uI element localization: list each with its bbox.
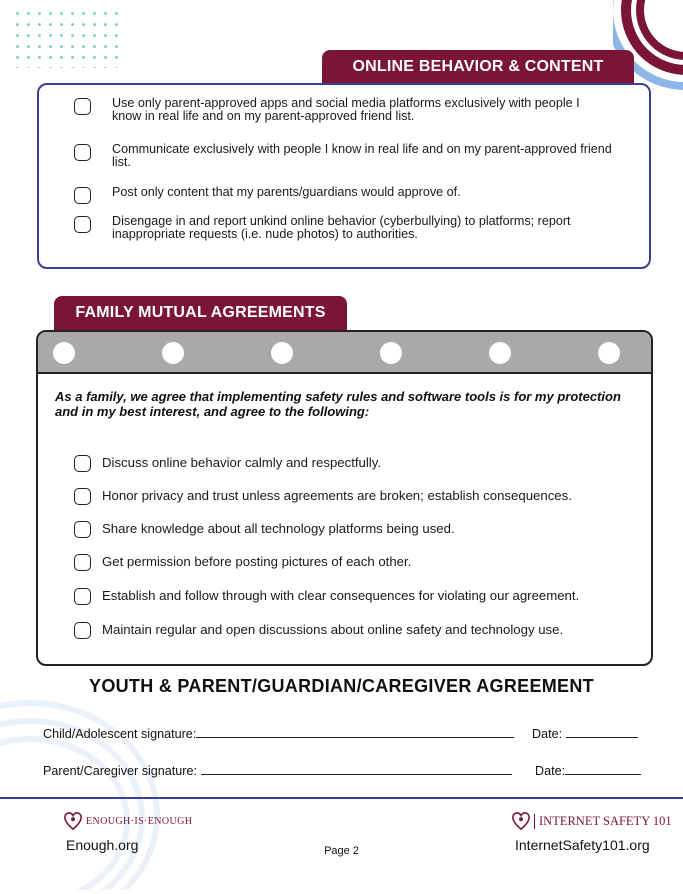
child-signature-row [43, 727, 514, 741]
heart-icon [512, 811, 530, 831]
online-behavior-checklist [37, 83, 651, 269]
list-item [74, 454, 381, 472]
checklist-item-text: Establish and follow through with clear consequences for violating our agreement. [102, 588, 580, 603]
internetsafety101-url[interactable]: InternetSafety101.org [515, 837, 650, 853]
checklist-item-text: Communicate exclusively with people I know in real life and on my parent-approved friend list. [112, 142, 612, 169]
parent-date-label: Date: [535, 764, 566, 778]
family-agreements-checklist [36, 330, 653, 666]
checkbox[interactable] [74, 187, 91, 204]
footer-divider [0, 797, 683, 799]
list-item [74, 143, 612, 168]
checkbox[interactable] [74, 521, 91, 538]
decorative-swoosh [0, 690, 180, 890]
checklist-item-text: Post only content that my parents/guardians would approve of. [112, 185, 461, 199]
family-agreement-intro: As a family, we agree that implementing safety rules and software tools is for my protection and in my best interest, and agree to the following: [55, 389, 621, 419]
parent-date-field[interactable] [565, 764, 641, 775]
binder-ring [162, 342, 184, 364]
checklist-item-text: Use only parent-approved apps and social media platforms exclusively with people I know in real life and on my parent-approved friend list. [112, 96, 580, 123]
enough-url[interactable]: Enough.org [66, 837, 139, 853]
binder-ring [380, 342, 402, 364]
checkbox[interactable] [74, 144, 91, 161]
heart-icon [64, 811, 82, 831]
list-item [74, 215, 612, 240]
child-date-field[interactable] [566, 727, 638, 738]
list-item [74, 186, 612, 204]
list-item [74, 587, 579, 605]
page-number: Page 2 [324, 845, 359, 857]
right-logo-text: INTERNET SAFETY 101 [534, 814, 672, 829]
list-item [74, 621, 563, 639]
list-item [74, 487, 572, 505]
child-date-label: Date: [532, 727, 563, 741]
child-signature-field[interactable] [196, 727, 514, 738]
parent-signature-field[interactable] [201, 764, 512, 775]
decorative-dot-grid [12, 8, 122, 68]
internet-safety-101-logo [512, 811, 672, 831]
checkbox[interactable] [74, 554, 91, 571]
binder-ring [53, 342, 75, 364]
parent-signature-row [43, 764, 512, 778]
checklist-item-text: Honor privacy and trust unless agreements are broken; establish consequences. [102, 488, 572, 503]
family-agreements-heading: FAMILY MUTUAL AGREEMENTS [54, 296, 347, 330]
online-behavior-heading: ONLINE BEHAVIOR & CONTENT [322, 50, 634, 83]
agreement-title: YOUTH & PARENT/GUARDIAN/CAREGIVER AGREEMENT [89, 676, 594, 696]
checkbox[interactable] [74, 455, 91, 472]
binder-ring [271, 342, 293, 364]
binder-strip [38, 332, 651, 374]
child-date-row [532, 727, 638, 741]
checklist-item-text: Share knowledge about all technology platforms being used. [102, 521, 455, 536]
left-logo-text: ENOUGH·IS·ENOUGH [86, 815, 193, 827]
binder-ring [489, 342, 511, 364]
binder-ring [598, 342, 620, 364]
checkbox[interactable] [74, 98, 91, 115]
list-item [74, 520, 455, 538]
checklist-item-text: Discuss online behavior calmly and respectfully. [102, 455, 382, 470]
checklist-item-text: Maintain regular and open discussions about online safety and technology use. [102, 622, 564, 637]
checklist-item-text: Get permission before posting pictures of each other. [102, 554, 412, 569]
checkbox[interactable] [74, 622, 91, 639]
checkbox[interactable] [74, 488, 91, 505]
child-signature-label: Child/Adolescent signature: [43, 727, 197, 741]
checkbox[interactable] [74, 216, 91, 233]
list-item [74, 553, 411, 571]
parent-date-row [535, 764, 641, 778]
parent-signature-label: Parent/Caregiver signature: [43, 764, 198, 778]
checkbox[interactable] [74, 588, 91, 605]
enough-is-enough-logo [64, 811, 192, 831]
list-item [74, 97, 612, 122]
checklist-item-text: Disengage in and report unkind online behavior (cyberbullying) to platforms; report inappropriate requests (i.e. nude photos) to authorities. [112, 214, 571, 241]
